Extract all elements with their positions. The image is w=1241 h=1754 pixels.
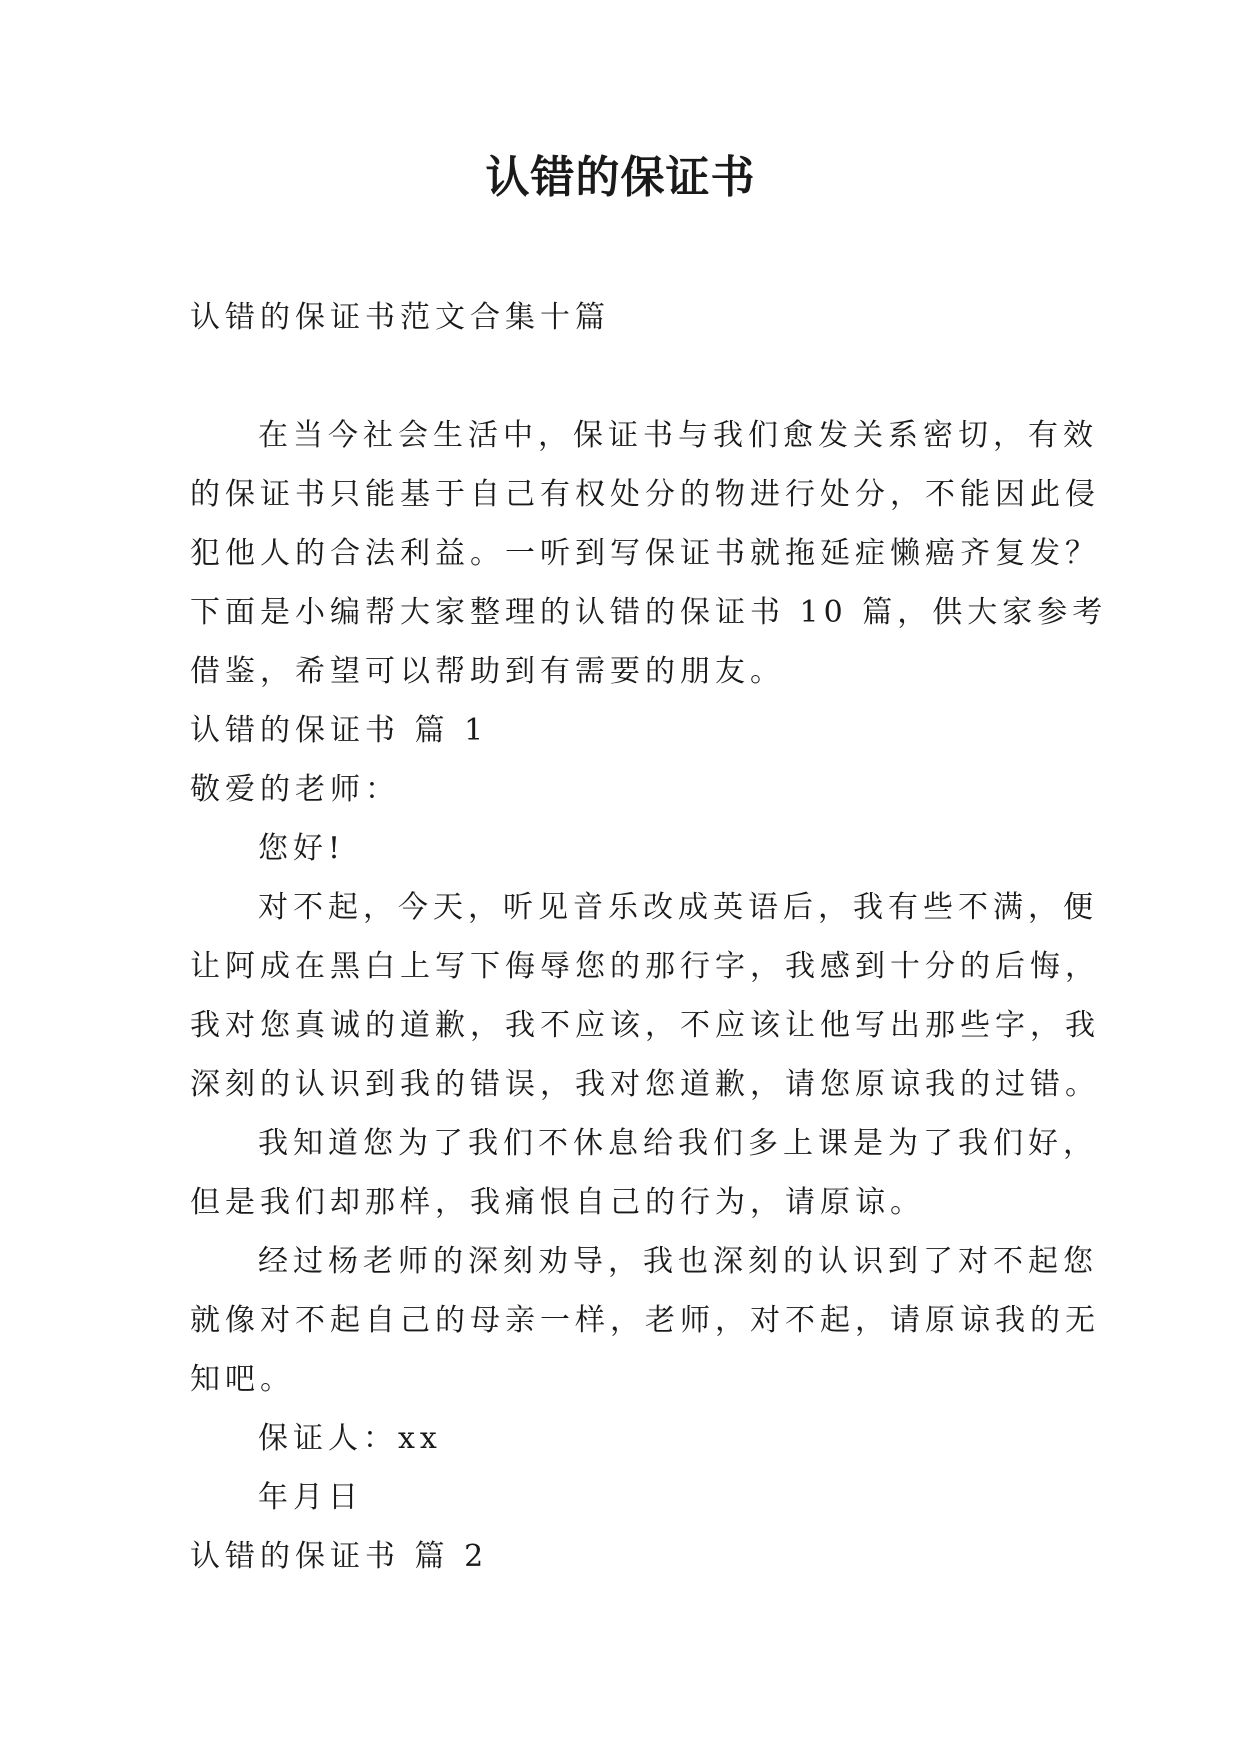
greeting: 您好! bbox=[258, 831, 346, 866]
paragraph-line: 让阿成在黑白上写下侮辱您的那行字，我感到十分的后悔， bbox=[190, 949, 1100, 984]
paragraph-line: 我知道您为了我们不休息给我们多上课是为了我们好， bbox=[258, 1126, 1098, 1161]
intro-line: 借鉴，希望可以帮助到有需要的朋友。 bbox=[190, 654, 785, 689]
section-heading-1: 认错的保证书 篇 1 bbox=[190, 713, 489, 748]
signer: 保证人：xx bbox=[258, 1421, 442, 1456]
document-title: 认错的保证书 bbox=[485, 152, 756, 203]
salutation: 敬爱的老师： bbox=[190, 772, 400, 807]
paragraph-line: 我对您真诚的道歉，我不应该，不应该让他写出那些字，我 bbox=[190, 1008, 1100, 1043]
section-heading-2: 认错的保证书 篇 2 bbox=[190, 1539, 489, 1574]
intro-line: 下面是小编帮大家整理的认错的保证书 10 篇，供大家参考 bbox=[190, 595, 1108, 630]
intro-line: 的保证书只能基于自己有权处分的物进行处分，不能因此侵 bbox=[190, 477, 1100, 512]
document-subtitle: 认错的保证书范文合集十篇 bbox=[190, 300, 610, 335]
paragraph-line: 知吧。 bbox=[190, 1362, 295, 1397]
document-body bbox=[190, 288, 1108, 1586]
paragraph-line: 深刻的认识到我的错误，我对您道歉，请您原谅我的过错。 bbox=[190, 1067, 1100, 1102]
signature-date: 年月日 bbox=[258, 1480, 363, 1515]
paragraph-line: 对不起，今天，听见音乐改成英语后，我有些不满，便 bbox=[258, 890, 1098, 925]
paragraph-line: 就像对不起自己的母亲一样，老师，对不起，请原谅我的无 bbox=[190, 1303, 1100, 1338]
intro-line: 犯他人的合法利益。一听到写保证书就拖延症懒癌齐复发？ bbox=[190, 536, 1100, 571]
paragraph-line: 但是我们却那样，我痛恨自己的行为，请原谅。 bbox=[190, 1185, 925, 1220]
blank-line bbox=[190, 347, 1050, 406]
intro-line: 在当今社会生活中，保证书与我们愈发关系密切，有效 bbox=[258, 418, 1098, 453]
paragraph-line: 经过杨老师的深刻劝导，我也深刻的认识到了对不起您 bbox=[258, 1244, 1098, 1279]
